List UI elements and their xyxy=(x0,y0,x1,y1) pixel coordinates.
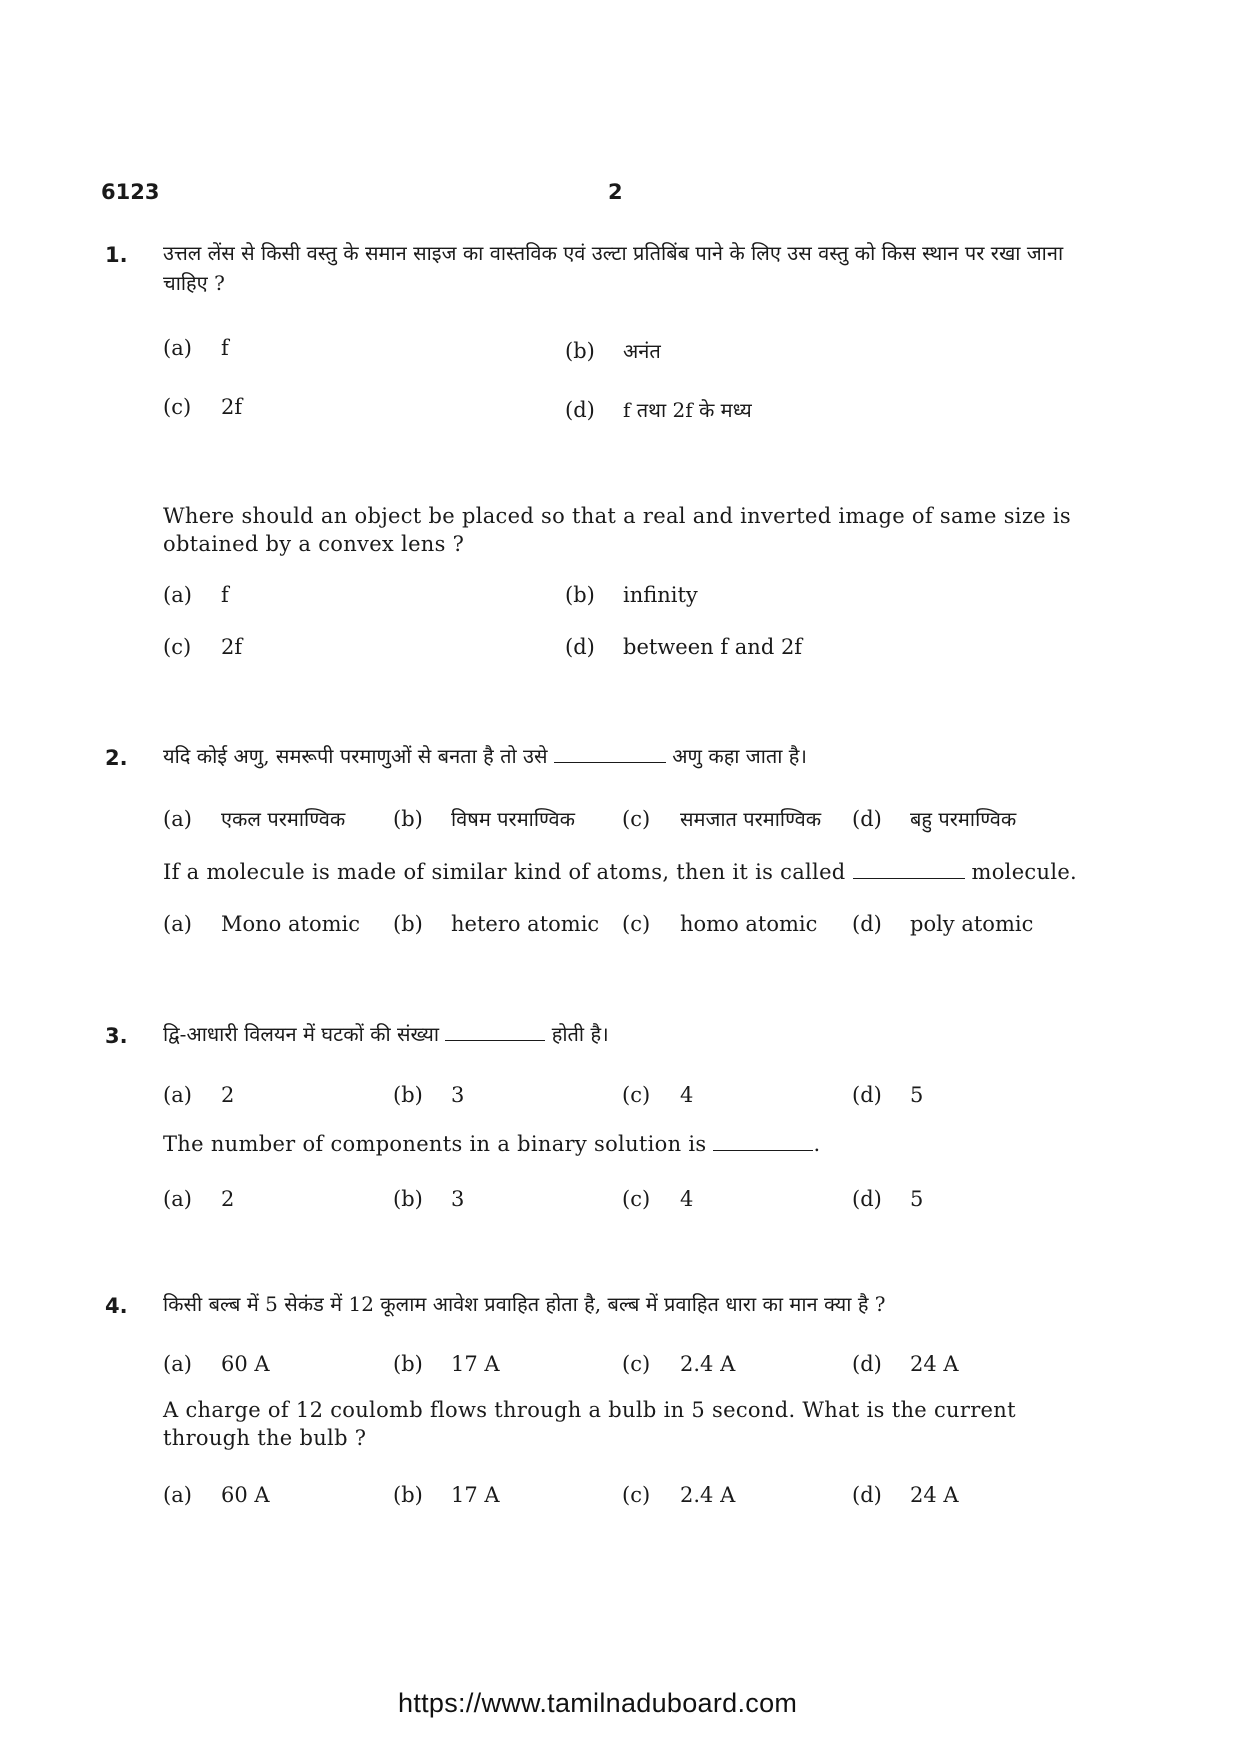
answer-blank xyxy=(445,1022,545,1041)
option-b: (b) 3 xyxy=(393,1083,465,1107)
question-number: 1. xyxy=(105,243,128,267)
question-number: 2. xyxy=(105,746,128,770)
option-d: (d) 24 A xyxy=(852,1352,959,1376)
option-d: (d) 5 xyxy=(852,1083,924,1107)
question-text-english: If a molecule is made of similar kind of atoms, then it is called molecule. xyxy=(163,860,1078,884)
answer-blank xyxy=(713,1132,813,1151)
option-b: (b) 17 A xyxy=(393,1483,500,1507)
option-d: (d) बहु परमाण्विक xyxy=(852,807,1017,831)
option-c: (c) 2.4 A xyxy=(622,1352,736,1376)
option-b: (b) hetero atomic xyxy=(393,912,600,936)
option-a: (a) 60 A xyxy=(163,1352,270,1376)
option-d: (d) 24 A xyxy=(852,1483,959,1507)
option-a: (a) Mono atomic xyxy=(163,912,360,936)
option-d: (d) between f and 2f xyxy=(565,635,803,659)
option-c: (c) 2f xyxy=(163,635,243,659)
option-c: (c) 4 xyxy=(622,1083,694,1107)
question-text-hindi: यदि कोई अणु, समरूपी परमाणुओं से बनता है तो उसे अणु कहा जाता है। xyxy=(163,744,808,768)
option-c: (c) 4 xyxy=(622,1187,694,1211)
footer-url[interactable]: https://www.tamilnaduboard.com xyxy=(398,1688,798,1718)
option-b: (b) विषम परमाण्विक xyxy=(393,807,576,831)
paper-code: 6123 xyxy=(101,180,160,204)
question-number: 4. xyxy=(105,1294,128,1318)
answer-blank xyxy=(853,860,965,879)
option-c: (c) 2f xyxy=(163,395,243,419)
option-b: (b) infinity xyxy=(565,583,698,607)
page-number: 2 xyxy=(608,180,623,204)
question-number: 3. xyxy=(105,1024,128,1048)
option-d: (d) poly atomic xyxy=(852,912,1034,936)
option-c: (c) homo atomic xyxy=(622,912,818,936)
option-a: (a) f xyxy=(163,336,229,360)
option-b: (b) 17 A xyxy=(393,1352,500,1376)
question-text-english: A charge of 12 coulomb flows through a bulb in 5 second. What is the current through the bulb ? xyxy=(163,1398,1016,1450)
question-text-hindi: किसी बल्ब में 5 सेकंड में 12 कूलाम आवेश प्रवाहित होता है, बल्ब में प्रवाहित धारा का मान क्या है ? xyxy=(163,1292,886,1316)
option-a: (a) 2 xyxy=(163,1187,235,1211)
option-a: (a) 2 xyxy=(163,1083,235,1107)
question-text-english: Where should an object be placed so that a real and inverted image of same size is obtained by a convex lens ? xyxy=(163,504,1071,556)
question-text-english: The number of components in a binary solution is . xyxy=(163,1132,821,1156)
option-d: (d) 5 xyxy=(852,1187,924,1211)
option-d: (d) f तथा 2f के मध्य xyxy=(565,398,752,422)
answer-blank xyxy=(554,744,666,763)
option-c: (c) 2.4 A xyxy=(622,1483,736,1507)
option-a: (a) 60 A xyxy=(163,1483,270,1507)
option-a: (a) एकल परमाण्विक xyxy=(163,807,346,831)
option-b: (b) अनंत xyxy=(565,339,661,363)
option-b: (b) 3 xyxy=(393,1187,465,1211)
question-text-hindi: द्वि-आधारी विलयन में घटकों की संख्या होती है। xyxy=(163,1022,609,1046)
option-a: (a) f xyxy=(163,583,229,607)
option-c: (c) समजात परमाण्विक xyxy=(622,807,822,831)
question-text-hindi: उत्तल लेंस से किसी वस्तु के समान साइज का वास्तविक एवं उल्टा प्रतिबिंब पाने के लिए उस वस्तु को किस स्थान पर रखा जाना चाहिए ? xyxy=(163,241,1064,295)
